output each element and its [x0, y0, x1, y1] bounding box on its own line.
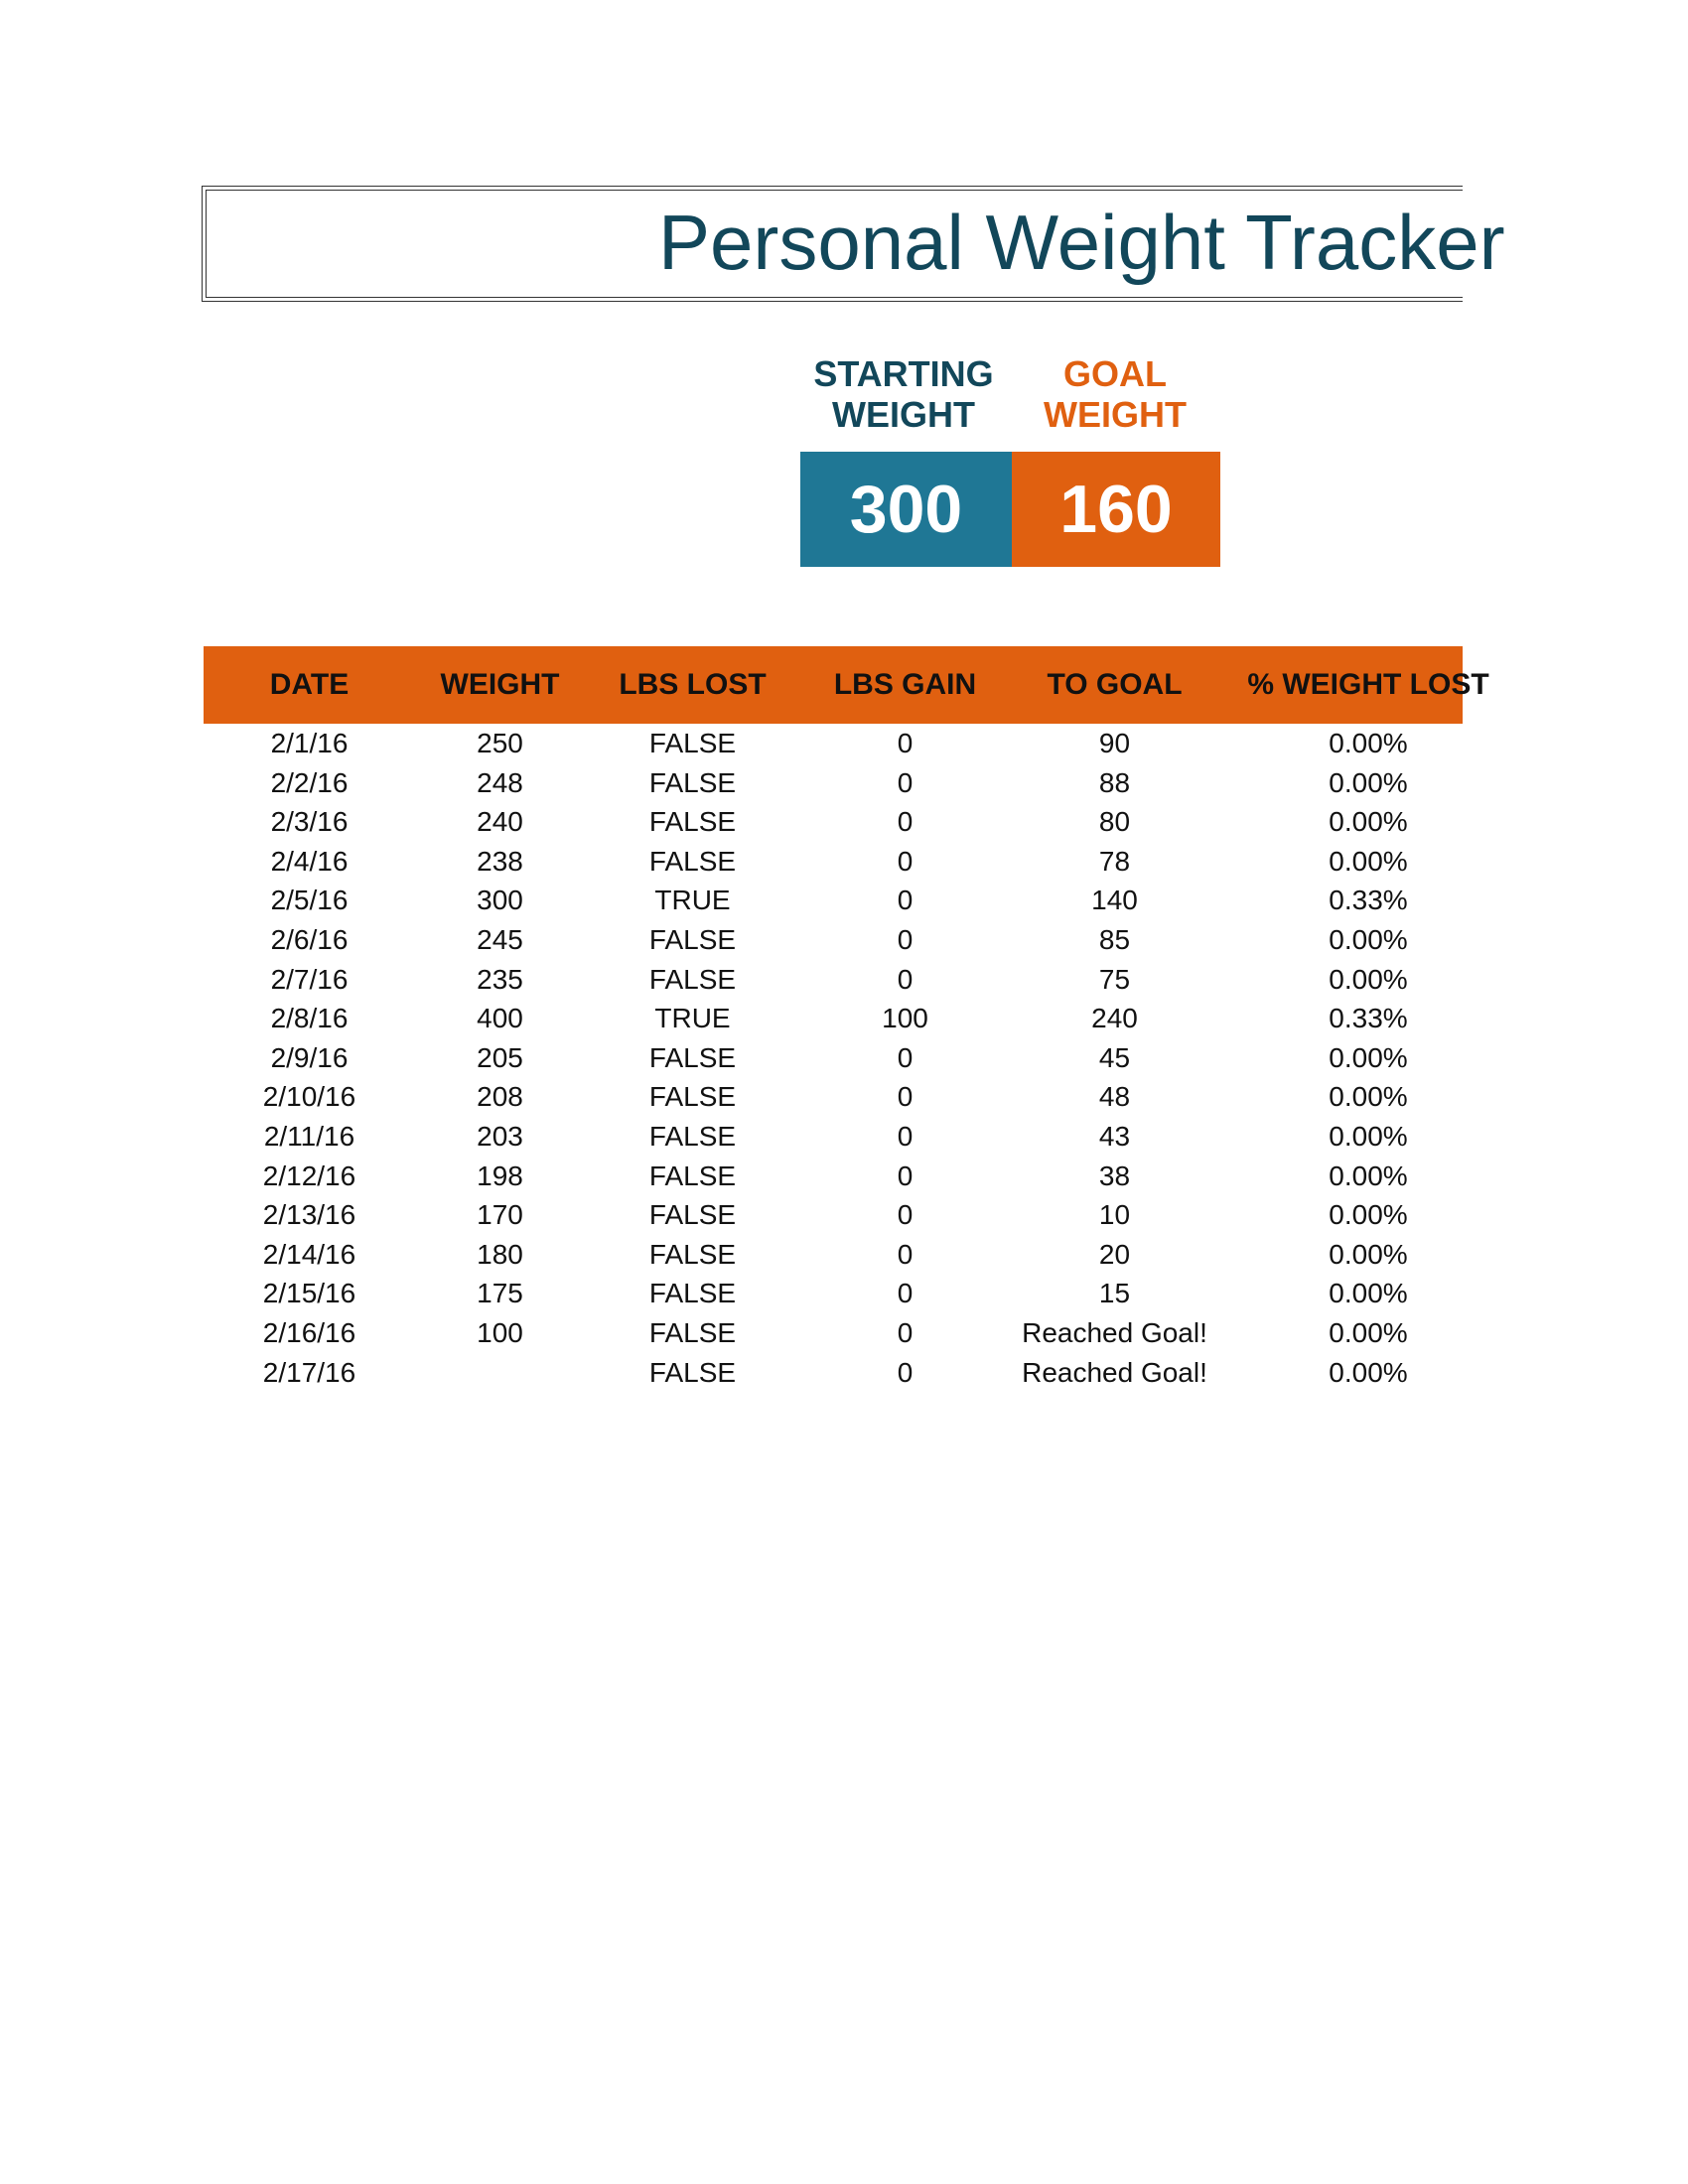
cell-lbs-lost[interactable]: FALSE: [648, 1160, 737, 1191]
cell-pct-lost[interactable]: 0.00%: [1329, 806, 1408, 838]
cell-lbs-gain[interactable]: 0: [897, 1316, 914, 1348]
cell-date[interactable]: 2/15/16: [262, 1278, 356, 1309]
table-row: [204, 920, 1463, 960]
cell-pct-lost[interactable]: 0.00%: [1329, 1120, 1408, 1152]
table-body: [204, 724, 1463, 1392]
cell-weight[interactable]: 238: [477, 845, 523, 877]
cell-to-goal[interactable]: 78: [1098, 845, 1131, 877]
cell-lbs-gain[interactable]: 0: [897, 1199, 914, 1231]
header-date[interactable]: DATE: [269, 668, 350, 701]
cell-weight[interactable]: 250: [477, 728, 523, 758]
cell-lbs-lost[interactable]: FALSE: [648, 1041, 737, 1073]
cell-weight[interactable]: 205: [477, 1041, 523, 1073]
cell-pct-lost[interactable]: 0.00%: [1329, 728, 1408, 758]
table-row: [204, 724, 1463, 763]
page-title: Personal Weight Tracker: [658, 199, 1505, 286]
cell-weight[interactable]: 100: [477, 1316, 523, 1348]
table-row: [204, 802, 1463, 842]
table-row: [204, 1157, 1463, 1196]
cell-date[interactable]: 2/3/16: [270, 806, 349, 838]
cell-to-goal[interactable]: 38: [1098, 1160, 1131, 1191]
cell-weight[interactable]: 198: [477, 1160, 523, 1191]
cell-lbs-gain[interactable]: 0: [897, 728, 914, 758]
starting-weight-label: STARTING WEIGHT: [813, 353, 994, 435]
cell-date[interactable]: 2/1/16: [270, 728, 349, 758]
starting-weight-value[interactable]: 300: [800, 452, 1012, 567]
cell-lbs-lost[interactable]: FALSE: [648, 1316, 737, 1348]
table-row: [204, 1353, 1463, 1393]
table-header: [204, 646, 1489, 724]
cell-lbs-gain[interactable]: 0: [897, 1160, 914, 1191]
cell-lbs-gain[interactable]: 0: [897, 1238, 914, 1270]
table-row: [204, 1195, 1463, 1235]
cell-date[interactable]: 2/11/16: [263, 1120, 355, 1152]
cell-lbs-lost[interactable]: FALSE: [648, 1120, 737, 1152]
cell-lbs-gain[interactable]: 0: [897, 1120, 914, 1152]
title-box: [202, 186, 1505, 302]
cell-lbs-gain[interactable]: 0: [897, 1041, 914, 1073]
table-row: [204, 999, 1463, 1038]
cell-pct-lost[interactable]: 0.00%: [1329, 1316, 1408, 1348]
cell-weight[interactable]: 203: [477, 1120, 523, 1152]
cell-lbs-lost[interactable]: FALSE: [648, 1356, 737, 1388]
cell-lbs-lost[interactable]: FALSE: [648, 1199, 737, 1231]
cell-lbs-gain[interactable]: 0: [897, 963, 914, 995]
cell-lbs-lost[interactable]: FALSE: [648, 963, 737, 995]
goal-weight-label: GOAL WEIGHT: [1044, 353, 1187, 435]
cell-date[interactable]: 2/12/16: [262, 1160, 356, 1191]
table-row: [204, 1235, 1463, 1275]
cell-pct-lost[interactable]: 0.00%: [1329, 1238, 1408, 1270]
cell-to-goal[interactable]: 48: [1098, 1081, 1131, 1113]
table-row: [204, 881, 1463, 920]
table-row: [204, 842, 1463, 882]
cell-lbs-lost[interactable]: FALSE: [648, 1238, 737, 1270]
cell-pct-lost[interactable]: 0.33%: [1329, 1003, 1408, 1034]
cell-date[interactable]: 2/2/16: [270, 766, 349, 798]
cell-weight[interactable]: 180: [477, 1238, 523, 1270]
cell-lbs-lost[interactable]: FALSE: [648, 806, 737, 838]
cell-date[interactable]: 2/4/16: [270, 845, 349, 877]
cell-pct-lost[interactable]: 0.00%: [1329, 1278, 1408, 1309]
cell-lbs-lost[interactable]: TRUE: [654, 885, 731, 916]
cell-weight[interactable]: 240: [477, 806, 523, 838]
cell-date[interactable]: 2/8/16: [270, 1003, 349, 1034]
cell-pct-lost[interactable]: 0.00%: [1329, 1356, 1408, 1388]
cell-lbs-lost[interactable]: FALSE: [648, 923, 737, 955]
cell-pct-lost[interactable]: 0.00%: [1329, 766, 1408, 798]
cell-pct-lost[interactable]: 0.00%: [1329, 1199, 1408, 1231]
cell-lbs-gain[interactable]: 0: [897, 806, 914, 838]
cell-date[interactable]: 2/14/16: [262, 1238, 356, 1270]
header-weight[interactable]: WEIGHT: [440, 668, 560, 701]
cell-lbs-lost[interactable]: FALSE: [648, 728, 737, 758]
cell-lbs-lost[interactable]: TRUE: [654, 1003, 731, 1034]
cell-to-goal[interactable]: 88: [1098, 766, 1131, 798]
cell-weight[interactable]: [394, 1353, 606, 1393]
cell-lbs-lost[interactable]: FALSE: [648, 845, 737, 877]
cell-to-goal[interactable]: Reached Goal!: [1022, 1356, 1207, 1388]
table-row: [204, 1077, 1463, 1117]
cell-date[interactable]: 2/9/16: [270, 1041, 349, 1073]
cell-weight[interactable]: 400: [477, 1003, 523, 1034]
cell-lbs-lost[interactable]: FALSE: [648, 1081, 737, 1113]
cell-to-goal[interactable]: 140: [1091, 885, 1138, 916]
cell-lbs-lost[interactable]: FALSE: [648, 766, 737, 798]
table-row: [204, 960, 1463, 1000]
cell-pct-lost[interactable]: 0.00%: [1329, 1081, 1408, 1113]
cell-to-goal[interactable]: 85: [1098, 923, 1131, 955]
cell-date[interactable]: 2/6/16: [270, 923, 349, 955]
cell-weight[interactable]: 300: [477, 885, 523, 916]
cell-lbs-gain[interactable]: 0: [897, 923, 914, 955]
goal-weight-value[interactable]: 160: [1012, 452, 1220, 567]
cell-lbs-lost[interactable]: FALSE: [648, 1278, 737, 1309]
cell-to-goal[interactable]: 20: [1098, 1238, 1131, 1270]
cell-weight[interactable]: 235: [477, 963, 523, 995]
cell-pct-lost[interactable]: 0.00%: [1329, 1041, 1408, 1073]
cell-date[interactable]: 2/17/16: [262, 1356, 356, 1388]
cell-date[interactable]: 2/16/16: [262, 1316, 356, 1348]
table-row: [204, 1117, 1463, 1157]
table-row: [204, 763, 1463, 803]
cell-pct-lost[interactable]: 0.00%: [1329, 963, 1408, 995]
cell-pct-lost[interactable]: 0.00%: [1329, 845, 1408, 877]
cell-lbs-gain[interactable]: 0: [897, 1356, 914, 1388]
cell-lbs-gain[interactable]: 0: [897, 1081, 914, 1113]
cell-to-goal[interactable]: 45: [1098, 1041, 1131, 1073]
cell-to-goal[interactable]: 15: [1098, 1278, 1131, 1309]
cell-lbs-gain[interactable]: 0: [897, 766, 914, 798]
cell-to-goal[interactable]: 75: [1098, 963, 1131, 995]
cell-weight[interactable]: 208: [477, 1081, 523, 1113]
cell-weight[interactable]: 248: [477, 766, 523, 798]
cell-lbs-gain[interactable]: 0: [897, 1278, 914, 1309]
cell-date[interactable]: 2/5/16: [270, 885, 349, 916]
cell-date[interactable]: 2/13/16: [262, 1199, 356, 1231]
cell-to-goal[interactable]: 240: [1091, 1003, 1138, 1034]
header-pct-lost[interactable]: % WEIGHT LOST: [1247, 668, 1489, 701]
cell-to-goal[interactable]: 10: [1098, 1199, 1131, 1231]
cell-to-goal[interactable]: 80: [1098, 806, 1131, 838]
header-lbs-gain[interactable]: LBS GAIN: [833, 668, 977, 701]
header-to-goal[interactable]: TO GOAL: [1047, 668, 1183, 701]
cell-date[interactable]: 2/7/16: [270, 963, 349, 995]
cell-lbs-gain[interactable]: 100: [882, 1003, 928, 1034]
cell-lbs-gain[interactable]: 0: [897, 885, 914, 916]
cell-weight[interactable]: 170: [477, 1199, 523, 1231]
cell-pct-lost[interactable]: 0.33%: [1329, 885, 1408, 916]
cell-weight[interactable]: 245: [477, 923, 523, 955]
cell-lbs-gain[interactable]: 0: [897, 845, 914, 877]
cell-pct-lost[interactable]: 0.00%: [1329, 923, 1408, 955]
table-row: [204, 1038, 1463, 1078]
cell-pct-lost[interactable]: 0.00%: [1329, 1160, 1408, 1191]
cell-to-goal[interactable]: 90: [1098, 728, 1131, 758]
cell-to-goal[interactable]: Reached Goal!: [1022, 1316, 1207, 1348]
header-lbs-lost[interactable]: LBS LOST: [619, 668, 767, 701]
cell-weight[interactable]: 175: [477, 1278, 523, 1309]
table-row: [204, 1313, 1463, 1353]
weight-log-table: [204, 646, 1489, 1392]
cell-date[interactable]: 2/10/16: [262, 1081, 356, 1113]
cell-to-goal[interactable]: 43: [1098, 1120, 1131, 1152]
table-row: [204, 1274, 1463, 1313]
